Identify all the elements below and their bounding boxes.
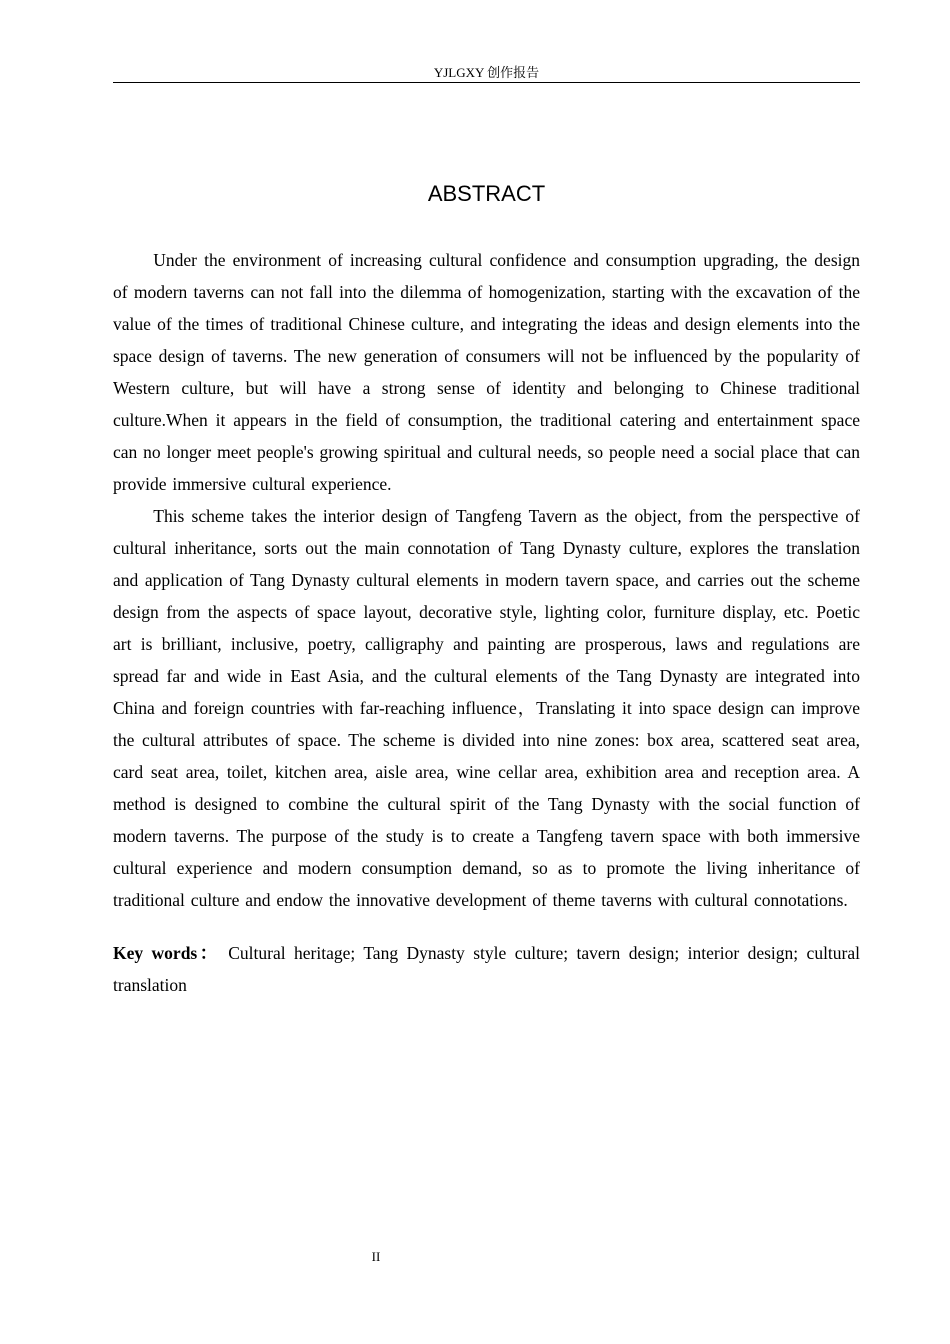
abstract-body (113, 244, 860, 1001)
abstract-paragraph-2: This scheme takes the interior design of Tangfeng Tavern as the object, from the perspective of cultural inheritance, sorts out the main connotation of Tang Dynasty culture, explores the translation and application of Tang Dynasty cultural elements in modern tavern space, and carries out the scheme design from the aspects of space layout, decorative style, lighting color, furniture display, etc. Poetic art is brilliant, inclusive, poetry, calligraphy and painting are prosperous, laws and regulations are spread far and wide in East Asia, and the cultural elements of the Tang Dynasty are integrated into China and foreign countries with far-reaching influence，Translating it into space design can improve the cultural attributes of space. The scheme is divided into nine zones: box area, scattered seat area, card seat area, toilet, kitchen area, aisle area, wine cellar area, exhibition area and reception area. A method is designed to combine the cultural spirit of the Tang Dynasty with the social function of modern taverns. The purpose of the study is to create a Tangfeng tavern space with both immersive cultural experience and modern consumption demand, so as to promote the living inheritance of traditional culture and endow the innovative development of theme taverns with cultural connotations. (113, 506, 860, 910)
keywords-text: Cultural heritage; Tang Dynasty style culture; tavern design; interior design; cultural translation (113, 943, 861, 995)
abstract-title: ABSTRACT (427, 181, 546, 206)
running-header: YJLGXY 创作报告 (113, 64, 860, 83)
page-number: II (371, 1249, 381, 1264)
keywords-label: Key words： (113, 943, 220, 963)
abstract-paragraph-1: Under the environment of increasing cultural confidence and consumption upgrading, the design of modern taverns can not fall into the dilemma of homogenization, starting with the excavation of the value of the times of traditional Chinese culture, and integrating the ideas and design elements into the space design of taverns. The new generation of consumers will not be influenced by the popularity of Western culture, but will have a strong sense of identity and belonging to Chinese traditional culture.When it appears in the field of consumption, the traditional catering and entertainment space can no longer meet people's growing spiritual and cultural needs, so people need a social place that can provide immersive cultural experience. (113, 250, 860, 494)
keywords-line (113, 937, 860, 1001)
